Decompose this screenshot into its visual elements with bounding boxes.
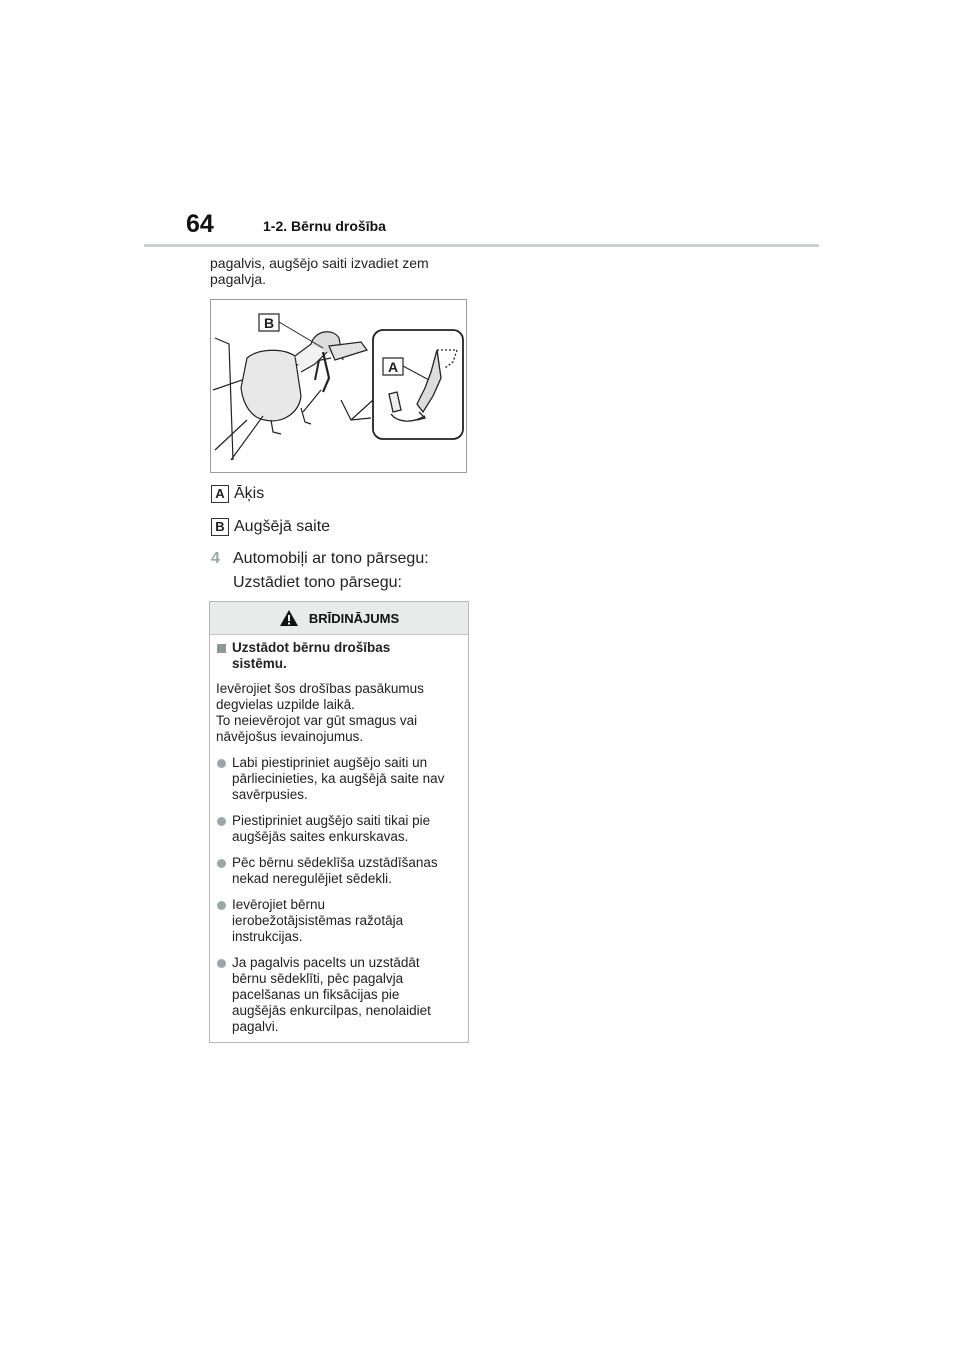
round-bullet-icon <box>217 959 226 968</box>
callout-a-label: A <box>387 359 399 375</box>
warning-title: BRĪDINĀJUMS <box>308 610 400 626</box>
bullet-line: ierobežotājsistēmas ražotāja <box>232 913 404 928</box>
warning-body <box>210 635 468 1035</box>
round-bullet-icon <box>217 759 226 768</box>
step-line: Automobiļi ar tono pārsegu: <box>233 550 429 567</box>
warning-bullet <box>216 813 462 845</box>
round-bullet-icon <box>217 901 226 910</box>
warning-triangle-icon <box>279 609 299 627</box>
bullet-line: Ja pagalvis pacelts un uzstādāt <box>232 955 420 970</box>
section-title: 1-2. Bērnu drošība <box>263 218 386 234</box>
step-4 <box>211 547 429 595</box>
intro-line: pagalvis, augšējo saiti izvadiet zem <box>210 255 429 271</box>
bullet-line: pagalvi. <box>232 1019 279 1034</box>
warning-bullet <box>216 955 462 1035</box>
warning-intro-line: nāvējošus ievainojumus. <box>216 729 364 744</box>
round-bullet-icon <box>217 817 226 826</box>
bullet-line: Piestipriniet augšējo saiti tikai pie <box>232 813 431 828</box>
detail-inset <box>373 330 463 439</box>
bullet-line: nekad neregulējiet sēdekli. <box>232 871 392 886</box>
subheading-line: Uzstādot bērnu drošības <box>232 640 391 655</box>
bullet-line: pārliecinieties, ka augšējā saite nav <box>232 771 445 786</box>
warning-bullet <box>216 855 462 887</box>
subheading-line: sistēmu. <box>232 656 287 671</box>
bullet-line: augšējās enkurcilpas, nenolaidiet <box>232 1003 431 1018</box>
bullet-line: instrukcijas. <box>232 929 303 944</box>
round-bullet-icon <box>217 859 226 868</box>
bullet-line: bērnu sēdeklīti, pēc pagalvja <box>232 971 404 986</box>
warning-bullet <box>216 897 462 945</box>
callout-b-label: B <box>263 315 275 331</box>
bullet-line: Ievērojiet bērnu <box>232 897 326 912</box>
bullet-line: Labi piestipriniet augšējo saiti un <box>232 755 428 770</box>
bullet-line: Pēc bērnu sēdeklīša uzstādīšanas <box>232 855 438 870</box>
legend-item-b <box>211 517 330 537</box>
child-seat-illustration <box>210 299 467 473</box>
illustration-drawing <box>211 300 468 474</box>
legend-item-a <box>211 484 264 504</box>
legend-key-b: B <box>211 518 229 536</box>
legend-label-a: Āķis <box>234 485 265 502</box>
warning-box <box>209 601 469 1043</box>
step-number: 4 <box>211 550 220 567</box>
intro-line: pagalvja. <box>210 271 267 287</box>
warning-intro <box>216 681 462 745</box>
square-bullet-icon <box>217 644 226 653</box>
bullet-line: pacelšanas un fiksācijas pie <box>232 987 400 1002</box>
bullet-line: augšējās saites enkurskavas. <box>232 829 409 844</box>
bullet-line: savērpusies. <box>232 787 308 802</box>
warning-intro-line: To neievērojot var gūt smagus vai <box>216 713 418 728</box>
warning-intro-line: degvielas uzpilde laikā. <box>216 697 355 712</box>
page-number: 64 <box>186 210 214 238</box>
warning-bullet <box>216 755 462 803</box>
warning-intro-line: Ievērojiet šos drošības pasākumus <box>216 681 424 696</box>
warning-subheading <box>216 640 462 672</box>
legend-key-a: A <box>211 485 229 503</box>
step-line: Uzstādiet tono pārsegu: <box>233 574 402 591</box>
header-divider <box>144 244 819 247</box>
legend-label-b: Augšējā saite <box>234 518 331 535</box>
intro-text <box>210 255 472 287</box>
warning-header <box>210 602 468 635</box>
